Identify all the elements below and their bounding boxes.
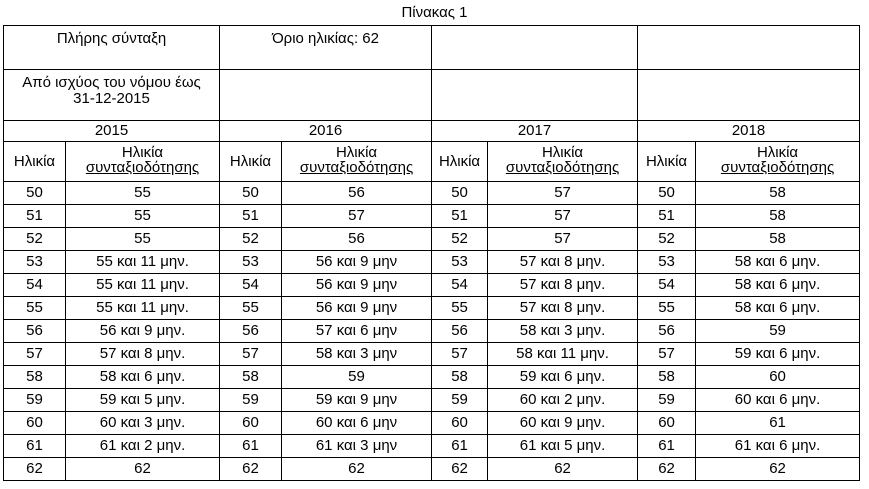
pension-age-cell: 60 και 9 μην. [488, 412, 638, 435]
in-force-line1: Από ισχύος του νόμου έως [22, 74, 201, 91]
age-cell: 61 [638, 435, 696, 458]
pension-age-cell: 58 και 6 μην. [696, 251, 860, 274]
age-cell: 51 [432, 205, 488, 228]
age-cell: 51 [4, 205, 66, 228]
pension-age-header-line1: Ηλικία [541, 144, 584, 161]
pension-age-cell: 61 και 2 μην. [66, 435, 220, 458]
age-cell: 54 [638, 274, 696, 297]
pension-age-header-line2: συνταξιοδότησης [720, 159, 835, 176]
in-force-line2: 31-12-2015 [73, 90, 150, 107]
pension-age-cell: 62 [66, 458, 220, 481]
table-row [4, 228, 860, 251]
table-caption: Πίνακας 1 [401, 4, 468, 21]
pension-age-cell: 56 και 9 μην [282, 274, 432, 297]
age-cell: 59 [220, 389, 282, 412]
age-cell: 59 [432, 389, 488, 412]
pension-age-cell: 55 [66, 228, 220, 251]
pension-age-cell: 58 και 6 μην. [696, 274, 860, 297]
age-cell: 52 [4, 228, 66, 251]
pension-age-cell: 60 και 3 μην. [66, 412, 220, 435]
pension-age-cell: 56 [282, 228, 432, 251]
pension-age-cell: 61 [696, 412, 860, 435]
age-cell: 58 [220, 366, 282, 389]
pension-age-cell: 57 και 8 μην. [488, 297, 638, 320]
pension-age-column-header [282, 142, 432, 182]
table-row [4, 389, 860, 412]
pension-age-cell: 55 και 11 μην. [66, 297, 220, 320]
age-cell: 59 [4, 389, 66, 412]
pension-age-cell: 58 [696, 205, 860, 228]
table-row [4, 412, 860, 435]
pension-age-cell: 57 και 8 μην. [488, 274, 638, 297]
pension-age-cell: 57 και 6 μην [282, 320, 432, 343]
age-cell: 61 [432, 435, 488, 458]
pension-age-cell: 55 και 11 μην. [66, 274, 220, 297]
age-cell: 54 [220, 274, 282, 297]
age-cell: 57 [4, 343, 66, 366]
age-cell: 60 [220, 412, 282, 435]
pension-age-cell: 61 και 6 μην. [696, 435, 860, 458]
pension-age-cell: 58 και 6 μην. [66, 366, 220, 389]
age-cell: 52 [220, 228, 282, 251]
pension-age-cell: 59 [282, 366, 432, 389]
empty-header-cell [638, 70, 860, 121]
pension-age-cell: 58 και 11 μην. [488, 343, 638, 366]
table-row [4, 182, 860, 205]
age-cell: 50 [638, 182, 696, 205]
pension-age-cell: 62 [488, 458, 638, 481]
age-cell: 62 [220, 458, 282, 481]
empty-header-cell [220, 70, 432, 121]
pension-age-column-header [696, 142, 860, 182]
age-cell: 54 [432, 274, 488, 297]
age-cell: 53 [638, 251, 696, 274]
age-cell: 59 [638, 389, 696, 412]
age-cell: 61 [220, 435, 282, 458]
age-cell: 50 [4, 182, 66, 205]
pension-age-cell: 59 και 5 μην. [66, 389, 220, 412]
pension-age-cell: 56 και 9 μην. [66, 320, 220, 343]
age-cell: 62 [432, 458, 488, 481]
age-cell: 61 [4, 435, 66, 458]
age-cell: 53 [432, 251, 488, 274]
pension-age-cell: 60 [696, 366, 860, 389]
age-cell: 56 [220, 320, 282, 343]
pension-age-header-line2: συνταξιοδότησης [505, 159, 620, 176]
table-row [4, 458, 860, 481]
pension-age-cell: 57 [282, 205, 432, 228]
pension-age-cell: 60 και 6 μην [282, 412, 432, 435]
age-cell: 57 [220, 343, 282, 366]
pension-age-cell: 55 [66, 205, 220, 228]
age-cell: 54 [4, 274, 66, 297]
pension-age-cell: 55 και 11 μην. [66, 251, 220, 274]
in-force-cell [4, 70, 220, 121]
table-row [4, 297, 860, 320]
table-row [4, 320, 860, 343]
age-column-header: Ηλικία [220, 142, 282, 182]
age-limit-cell: Όριο ηλικίας: 62 [220, 26, 432, 70]
age-cell: 55 [220, 297, 282, 320]
age-cell: 57 [638, 343, 696, 366]
year-header: 2015 [4, 121, 220, 142]
pension-age-cell: 56 [282, 182, 432, 205]
age-column-header: Ηλικία [638, 142, 696, 182]
age-cell: 55 [432, 297, 488, 320]
age-cell: 50 [220, 182, 282, 205]
year-header: 2017 [432, 121, 638, 142]
pension-age-cell: 58 [696, 228, 860, 251]
pension-age-cell: 56 και 9 μην [282, 297, 432, 320]
age-cell: 58 [638, 366, 696, 389]
pension-age-cell: 58 και 6 μην. [696, 297, 860, 320]
pension-age-header-line1: Ηλικία [121, 144, 164, 161]
pension-age-cell: 61 και 3 μην [282, 435, 432, 458]
empty-header-cell [638, 26, 860, 70]
pension-age-header-line1: Ηλικία [756, 144, 799, 161]
pension-age-cell: 58 και 3 μην. [488, 320, 638, 343]
pension-age-header-line2: συνταξιοδότησης [299, 159, 414, 176]
pension-age-cell: 60 και 6 μην. [696, 389, 860, 412]
pension-age-header-line1: Ηλικία [335, 144, 378, 161]
table-row [4, 366, 860, 389]
pension-age-table [3, 25, 860, 481]
age-cell: 58 [432, 366, 488, 389]
pension-age-cell: 57 [488, 182, 638, 205]
age-cell: 56 [432, 320, 488, 343]
age-cell: 53 [4, 251, 66, 274]
pension-age-cell: 59 [696, 320, 860, 343]
pension-age-cell: 57 και 8 μην. [488, 251, 638, 274]
pension-age-cell: 62 [696, 458, 860, 481]
pension-age-cell: 57 και 8 μην. [66, 343, 220, 366]
age-cell: 51 [638, 205, 696, 228]
pension-age-cell: 59 και 6 μην. [488, 366, 638, 389]
pension-age-cell: 58 και 3 μην [282, 343, 432, 366]
pension-age-column-header [488, 142, 638, 182]
year-header: 2016 [220, 121, 432, 142]
age-cell: 62 [638, 458, 696, 481]
pension-age-cell: 56 και 9 μην [282, 251, 432, 274]
age-cell: 52 [638, 228, 696, 251]
age-cell: 55 [638, 297, 696, 320]
age-cell: 55 [4, 297, 66, 320]
age-cell: 53 [220, 251, 282, 274]
pension-age-cell: 57 [488, 205, 638, 228]
age-column-header: Ηλικία [432, 142, 488, 182]
age-cell: 56 [4, 320, 66, 343]
age-cell: 58 [4, 366, 66, 389]
table-row [4, 205, 860, 228]
table-row [4, 435, 860, 458]
age-cell: 60 [638, 412, 696, 435]
pension-age-cell: 58 [696, 182, 860, 205]
pension-age-header-line2: συνταξιοδότησης [85, 159, 200, 176]
empty-header-cell [432, 26, 638, 70]
pension-age-cell: 62 [282, 458, 432, 481]
empty-header-cell [432, 70, 638, 121]
age-cell: 52 [432, 228, 488, 251]
pension-age-cell: 55 [66, 182, 220, 205]
year-header: 2018 [638, 121, 860, 142]
pension-age-column-header [66, 142, 220, 182]
age-cell: 62 [4, 458, 66, 481]
pension-age-cell: 57 [488, 228, 638, 251]
age-cell: 60 [432, 412, 488, 435]
pension-age-cell: 59 και 9 μην [282, 389, 432, 412]
pension-age-cell: 59 και 6 μην. [696, 343, 860, 366]
age-cell: 50 [432, 182, 488, 205]
age-cell: 51 [220, 205, 282, 228]
table-row [4, 274, 860, 297]
age-cell: 60 [4, 412, 66, 435]
table-row [4, 251, 860, 274]
age-column-header: Ηλικία [4, 142, 66, 182]
table-row [4, 343, 860, 366]
age-cell: 56 [638, 320, 696, 343]
age-cell: 57 [432, 343, 488, 366]
pension-age-cell: 61 και 5 μην. [488, 435, 638, 458]
pension-age-cell: 60 και 2 μην. [488, 389, 638, 412]
full-pension-cell: Πλήρης σύνταξη [4, 26, 220, 70]
